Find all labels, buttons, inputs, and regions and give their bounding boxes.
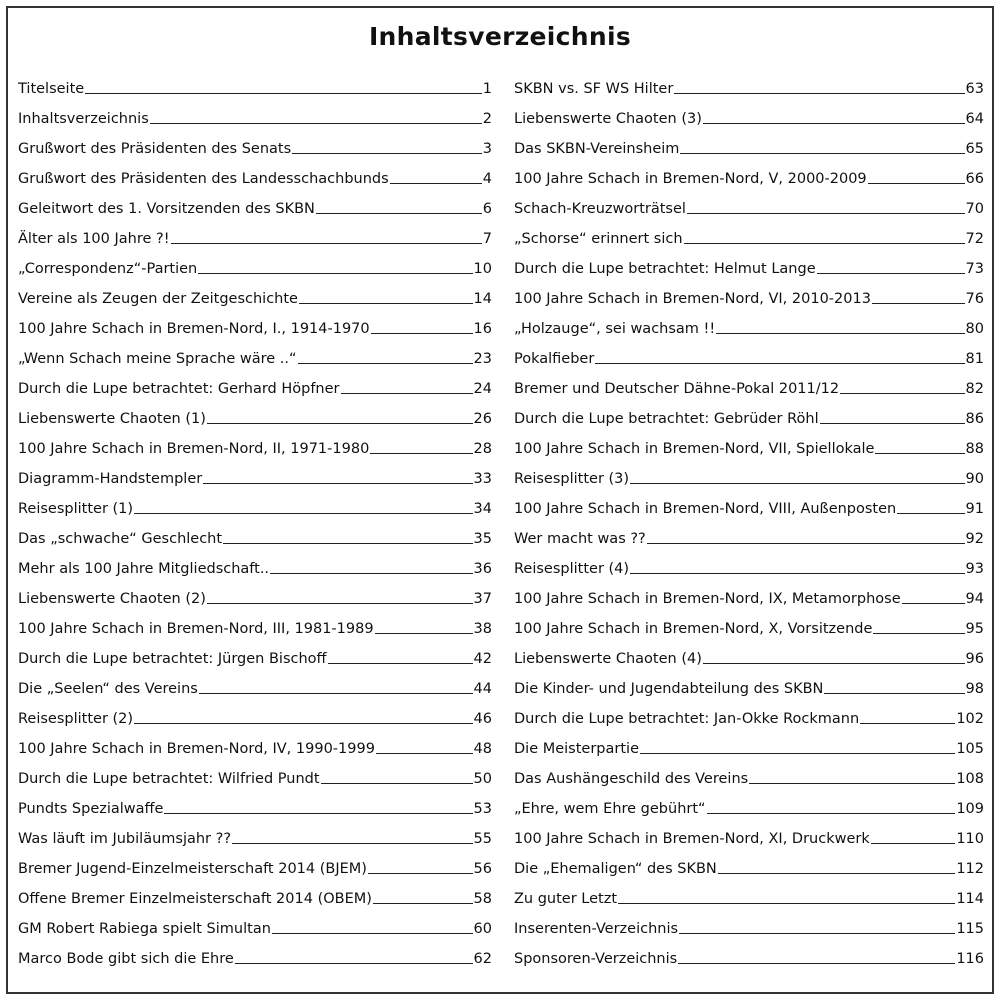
toc-entry	[18, 411, 492, 441]
toc-entry	[514, 291, 984, 321]
toc-entry-title: 100 Jahre Schach in Bremen-Nord, X, Vorsitzende	[514, 621, 873, 637]
toc-page-number: 37	[473, 591, 492, 607]
toc-leader-line	[840, 393, 964, 394]
toc-leader-line	[647, 543, 965, 544]
toc-page-number: 56	[473, 861, 492, 877]
page-title: Inhaltsverzeichnis	[368, 22, 632, 51]
toc-page-number: 24	[473, 381, 492, 397]
toc-entry	[18, 711, 492, 741]
toc-leader-line	[707, 813, 956, 814]
toc-entry	[18, 921, 492, 951]
toc-entry-title: Bremer und Deutscher Dähne-Pokal 2011/12	[514, 381, 840, 397]
toc-entry-title: Pokalfieber	[514, 351, 595, 367]
toc-entry-title: 100 Jahre Schach in Bremen-Nord, II, 1971-1980	[18, 441, 370, 457]
toc-leader-line	[232, 843, 473, 844]
toc-leader-line	[902, 603, 965, 604]
toc-entry-title: Titelseite	[18, 81, 85, 97]
toc-leader-line	[292, 153, 482, 154]
toc-entry-title: Reisesplitter (4)	[514, 561, 630, 577]
toc-page-number: 16	[473, 321, 492, 337]
toc-leader-line	[341, 393, 473, 394]
toc-entry	[514, 171, 984, 201]
toc-leader-line	[223, 543, 472, 544]
toc-page-number: 60	[473, 921, 492, 937]
toc-leader-line	[630, 483, 964, 484]
toc-leader-line	[749, 783, 955, 784]
toc-page-number: 72	[965, 231, 984, 247]
toc-entry	[18, 651, 492, 681]
toc-leader-line	[321, 783, 473, 784]
toc-leader-line	[718, 873, 956, 874]
toc-entry-title: Mehr als 100 Jahre Mitgliedschaft..	[18, 561, 270, 577]
toc-page-number: 91	[965, 501, 984, 517]
toc-leader-line	[207, 423, 473, 424]
toc-page-number: 96	[965, 651, 984, 667]
toc-page-number: 65	[965, 141, 984, 157]
toc-page-number: 88	[965, 441, 984, 457]
toc-page-number: 48	[473, 741, 492, 757]
toc-page-number: 1	[482, 81, 492, 97]
toc-leader-line	[678, 963, 955, 964]
toc-entry	[18, 201, 492, 231]
toc-leader-line	[198, 273, 472, 274]
toc-entry	[18, 471, 492, 501]
toc-entry	[18, 321, 492, 351]
toc-leader-line	[716, 333, 964, 334]
toc-entry-title: GM Robert Rabiega spielt Simultan	[18, 921, 271, 937]
toc-entry-title: Bremer Jugend-Einzelmeisterschaft 2014 (BJEM)	[18, 861, 367, 877]
toc-entry	[514, 771, 984, 801]
toc-entry	[514, 111, 984, 141]
toc-entry-title: 100 Jahre Schach in Bremen-Nord, XI, Druckwerk	[514, 831, 870, 847]
toc-entry-title: Inserenten-Verzeichnis	[514, 921, 679, 937]
toc-page-number: 73	[965, 261, 984, 277]
toc-page-number: 105	[956, 741, 984, 757]
toc-leader-line	[272, 933, 473, 934]
toc-leader-line	[868, 183, 965, 184]
toc-page-number: 14	[473, 291, 492, 307]
toc-entry	[514, 471, 984, 501]
toc-entry-title: Liebenswerte Chaoten (1)	[18, 411, 206, 427]
toc-entry-title: Durch die Lupe betrachtet: Gebrüder Röhl	[514, 411, 819, 427]
toc-page-number: 36	[473, 561, 492, 577]
toc-leader-line	[298, 363, 473, 364]
toc-entry	[18, 171, 492, 201]
toc-entry	[18, 231, 492, 261]
toc-leader-line	[390, 183, 482, 184]
toc-entry	[514, 501, 984, 531]
toc-entry	[514, 321, 984, 351]
toc-leader-line	[235, 963, 473, 964]
toc-entry-title: Das Aushängeschild des Vereins	[514, 771, 749, 787]
toc-page-number: 35	[473, 531, 492, 547]
toc-entry	[18, 681, 492, 711]
toc-entry	[18, 891, 492, 921]
toc-leader-line	[368, 873, 473, 874]
toc-leader-line	[875, 453, 964, 454]
toc-entry-title: „Correspondenz“-Partien	[18, 261, 198, 277]
toc-leader-line	[270, 573, 473, 574]
toc-leader-line	[860, 723, 955, 724]
toc-entry-title: „Wenn Schach meine Sprache wäre ..“	[18, 351, 297, 367]
toc-entry-title: Reisesplitter (2)	[18, 711, 134, 727]
toc-entry	[514, 951, 984, 981]
toc-page-number: 112	[956, 861, 984, 877]
toc-page-number: 63	[965, 81, 984, 97]
toc-page-number: 94	[965, 591, 984, 607]
toc-leader-line	[684, 243, 965, 244]
toc-entry-title: Marco Bode gibt sich die Ehre	[18, 951, 234, 967]
toc-entry-title: „Ehre, wem Ehre gebührt“	[514, 801, 706, 817]
toc-entry	[514, 201, 984, 231]
toc-leader-line	[203, 483, 472, 484]
toc-page-number: 2	[482, 111, 492, 127]
toc-entry	[514, 591, 984, 621]
toc-page-number: 66	[965, 171, 984, 187]
toc-leader-line	[150, 123, 482, 124]
toc-entry-title: Pundts Spezialwaffe	[18, 801, 164, 817]
toc-entry-title: Liebenswerte Chaoten (3)	[514, 111, 702, 127]
toc-leader-line	[375, 633, 473, 634]
toc-page-number: 82	[965, 381, 984, 397]
toc-leader-line	[679, 933, 955, 934]
toc-page-number: 90	[965, 471, 984, 487]
toc-entry	[514, 231, 984, 261]
toc-entry-title: Reisesplitter (1)	[18, 501, 134, 517]
toc-entry	[514, 141, 984, 171]
toc-page-number: 110	[956, 831, 984, 847]
toc-leader-line	[207, 603, 473, 604]
toc-entry-title: Schach-Kreuzworträtsel	[514, 201, 686, 217]
toc-entry	[514, 621, 984, 651]
toc-leader-line	[630, 573, 964, 574]
toc-entry	[18, 291, 492, 321]
toc-leader-line	[171, 243, 482, 244]
toc-page-number: 42	[473, 651, 492, 667]
toc-page-number: 95	[965, 621, 984, 637]
toc-leader-line	[316, 213, 482, 214]
toc-entry	[514, 741, 984, 771]
toc-leader-line	[618, 903, 955, 904]
toc-page-number: 55	[473, 831, 492, 847]
toc-entry	[514, 261, 984, 291]
toc-page-number: 64	[965, 111, 984, 127]
toc-entry	[514, 441, 984, 471]
toc-leader-line	[820, 423, 965, 424]
toc-leader-line	[370, 453, 472, 454]
toc-entry	[18, 621, 492, 651]
toc-entry-title: Durch die Lupe betrachtet: Jürgen Bischoff	[18, 651, 327, 667]
toc-leader-line	[674, 93, 964, 94]
toc-page-number: 6	[482, 201, 492, 217]
toc-leader-line	[703, 123, 965, 124]
toc-page-number: 4	[482, 171, 492, 187]
toc-leader-line	[640, 753, 955, 754]
toc-page-number: 26	[473, 411, 492, 427]
toc-entry-title: Sponsoren-Verzeichnis	[514, 951, 678, 967]
toc-entry-title: Reisesplitter (3)	[514, 471, 630, 487]
toc-page-number: 23	[473, 351, 492, 367]
toc-leader-line	[134, 723, 472, 724]
toc-entry	[18, 381, 492, 411]
toc-page-number: 3	[482, 141, 492, 157]
toc-page-number: 38	[473, 621, 492, 637]
toc-entry	[18, 501, 492, 531]
toc-entry	[18, 441, 492, 471]
toc-page-number: 102	[956, 711, 984, 727]
toc-entry-title: Offene Bremer Einzelmeisterschaft 2014 (OBEM)	[18, 891, 372, 907]
toc-entry	[18, 951, 492, 981]
toc-page-number: 70	[965, 201, 984, 217]
toc-page-number: 116	[956, 951, 984, 967]
toc-leader-line	[817, 273, 965, 274]
toc-entry-title: Das SKBN-Vereinsheim	[514, 141, 680, 157]
toc-page-number: 108	[956, 771, 984, 787]
toc-page-number: 28	[473, 441, 492, 457]
toc-entry-title: Geleitwort des 1. Vorsitzenden des SKBN	[18, 201, 315, 217]
toc-leader-line	[85, 93, 482, 94]
toc-entry-title: Was läuft im Jubiläumsjahr ??	[18, 831, 232, 847]
toc-entry-title: 100 Jahre Schach in Bremen-Nord, VI, 2010-2013	[514, 291, 871, 307]
toc-page-number: 58	[473, 891, 492, 907]
toc-entry	[18, 861, 492, 891]
toc-leader-line	[687, 213, 965, 214]
toc-entry-title: 100 Jahre Schach in Bremen-Nord, IX, Metamorphose	[514, 591, 901, 607]
toc-entry	[18, 531, 492, 561]
toc-entry	[18, 831, 492, 861]
toc-page-number: 109	[956, 801, 984, 817]
toc-entry	[18, 141, 492, 171]
toc-entry	[18, 741, 492, 771]
toc-leader-line	[872, 303, 965, 304]
toc-column-left	[18, 81, 492, 981]
toc-page-number: 86	[965, 411, 984, 427]
toc-entry-title: Die Meisterpartie	[514, 741, 639, 757]
toc-page-number: 10	[473, 261, 492, 277]
toc-entry-title: Grußwort des Präsidenten des Landesschachbunds	[18, 171, 389, 187]
toc-entry-title: „Holzauge“, sei wachsam !!	[514, 321, 716, 337]
toc-entry-title: Älter als 100 Jahre ?!	[18, 231, 170, 247]
toc-entry-title: 100 Jahre Schach in Bremen-Nord, V, 2000-2009	[514, 171, 867, 187]
toc-entry	[514, 861, 984, 891]
toc-entry	[18, 591, 492, 621]
toc-entry-title: SKBN vs. SF WS Hilter	[514, 81, 674, 97]
toc-leader-line	[376, 753, 473, 754]
toc-page-number: 53	[473, 801, 492, 817]
toc-entry	[514, 381, 984, 411]
toc-page-number: 93	[965, 561, 984, 577]
toc-page-number: 44	[473, 681, 492, 697]
toc-entry	[514, 351, 984, 381]
toc-entry	[514, 531, 984, 561]
toc-entry	[18, 261, 492, 291]
toc-leader-line	[873, 633, 964, 634]
toc-entry-title: Durch die Lupe betrachtet: Wilfried Pundt	[18, 771, 320, 787]
toc-entry	[514, 711, 984, 741]
toc-page-number: 115	[956, 921, 984, 937]
toc-entry	[18, 771, 492, 801]
toc-entry	[514, 81, 984, 111]
toc-leader-line	[373, 903, 473, 904]
toc-entry-title: 100 Jahre Schach in Bremen-Nord, IV, 1990-1999	[18, 741, 375, 757]
toc-entry-title: Die Kinder- und Jugendabteilung des SKBN	[514, 681, 824, 697]
toc-entry-title: 100 Jahre Schach in Bremen-Nord, I., 1914-1970	[18, 321, 370, 337]
toc-entry-title: 100 Jahre Schach in Bremen-Nord, VII, Spiellokale	[514, 441, 875, 457]
toc-page-number: 76	[965, 291, 984, 307]
toc-entry-title: Grußwort des Präsidenten des Senats	[18, 141, 292, 157]
toc-leader-line	[871, 843, 956, 844]
toc-entry	[514, 651, 984, 681]
toc-leader-line	[703, 663, 965, 664]
toc-page-number: 80	[965, 321, 984, 337]
toc-leader-line	[595, 363, 964, 364]
toc-entry	[18, 111, 492, 141]
toc-leader-line	[164, 813, 472, 814]
toc-leader-line	[371, 333, 473, 334]
toc-entry	[514, 411, 984, 441]
toc-leader-line	[897, 513, 964, 514]
toc-page-number: 50	[473, 771, 492, 787]
toc-entry-title: Die „Seelen“ des Vereins	[18, 681, 198, 697]
toc-entry	[514, 561, 984, 591]
toc-entry	[18, 801, 492, 831]
toc-entry-title: Die „Ehemaligen“ des SKBN	[514, 861, 717, 877]
toc-page-number: 33	[473, 471, 492, 487]
toc-entry-title: 100 Jahre Schach in Bremen-Nord, III, 1981-1989	[18, 621, 374, 637]
toc-entry	[514, 921, 984, 951]
toc-entry-title: Inhaltsverzeichnis	[18, 111, 149, 127]
toc-entry	[18, 351, 492, 381]
toc-leader-line	[680, 153, 964, 154]
toc-entry-title: Vereine als Zeugen der Zeitgeschichte	[18, 291, 298, 307]
toc-entry-title: Durch die Lupe betrachtet: Gerhard Höpfner	[18, 381, 340, 397]
toc-page-number: 92	[965, 531, 984, 547]
toc-entry-title: „Schorse“ erinnert sich	[514, 231, 683, 247]
toc-page-number: 62	[473, 951, 492, 967]
toc-page-number: 46	[473, 711, 492, 727]
toc-page-number: 98	[965, 681, 984, 697]
toc-column-right	[514, 81, 984, 981]
toc-entry-title: Liebenswerte Chaoten (4)	[514, 651, 702, 667]
toc-entry-title: Liebenswerte Chaoten (2)	[18, 591, 206, 607]
toc-entry	[18, 81, 492, 111]
toc-leader-line	[134, 513, 472, 514]
toc-entry-title: Durch die Lupe betrachtet: Helmut Lange	[514, 261, 816, 277]
toc-entry-title: Wer macht was ??	[514, 531, 646, 547]
toc-page-number: 81	[965, 351, 984, 367]
toc-entry-title: Zu guter Letzt	[514, 891, 618, 907]
page-frame	[6, 6, 994, 994]
toc-entry	[18, 561, 492, 591]
toc-entry	[514, 831, 984, 861]
toc-entry	[514, 801, 984, 831]
toc-entry-title: Diagramm-Handstempler	[18, 471, 203, 487]
toc-entry-title: Das „schwache“ Geschlecht	[18, 531, 223, 547]
toc-leader-line	[199, 693, 473, 694]
toc-page-number: 34	[473, 501, 492, 517]
toc-leader-line	[328, 663, 473, 664]
toc-page-number: 7	[482, 231, 492, 247]
toc-entry-title: 100 Jahre Schach in Bremen-Nord, VIII, Außenposten	[514, 501, 897, 517]
toc-entry	[514, 891, 984, 921]
toc-entry-title: Durch die Lupe betrachtet: Jan-Okke Rockmann	[514, 711, 860, 727]
toc-leader-line	[299, 303, 473, 304]
toc-page-number: 114	[956, 891, 984, 907]
toc-leader-line	[824, 693, 964, 694]
toc-entry	[514, 681, 984, 711]
